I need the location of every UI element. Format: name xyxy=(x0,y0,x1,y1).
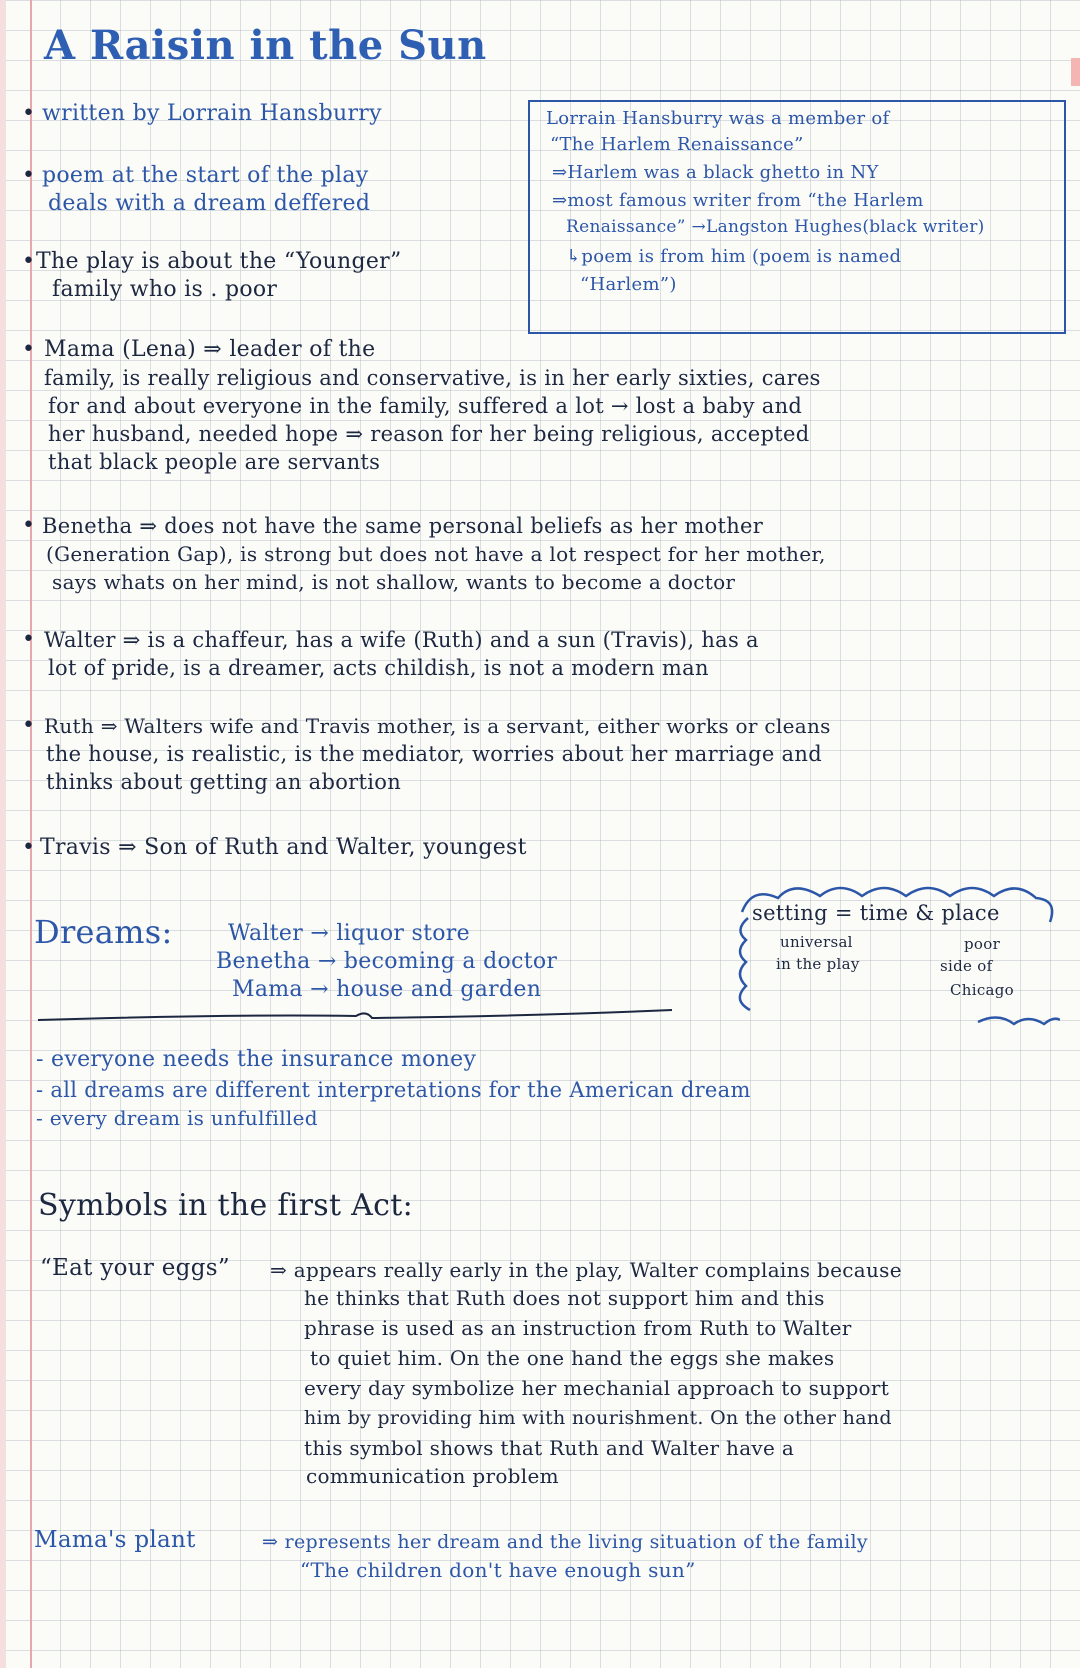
harlem-box-line: ↳poem is from him (poem is named xyxy=(566,246,902,267)
poem-note-2: deals with a dream deffered xyxy=(48,191,371,216)
bullet-dot: • xyxy=(22,249,36,274)
eggs-line: phrase is used as an instruction from Ruth to Walter xyxy=(304,1316,852,1340)
dream-walter: Walter → liquor store xyxy=(228,921,470,946)
bullet-dot: • xyxy=(22,337,36,362)
mama-line: family, is really religious and conservative, is in her early sixties, cares xyxy=(44,366,821,390)
beneatha-line: (Generation Gap), is strong but does not have a lot respect for her mother, xyxy=(46,542,826,566)
eggs-line: him by providing him with nourishment. On the other hand xyxy=(304,1407,892,1429)
plant-line: ⇒ represents her dream and the living situation of the family xyxy=(262,1531,868,1553)
left-edge xyxy=(0,0,6,1668)
poem-note-1: poem at the start of the play xyxy=(42,163,369,188)
bullet-dot: • xyxy=(22,835,36,860)
symbols-heading: Symbols in the first Act: xyxy=(38,1188,414,1223)
bullet-dot: • xyxy=(22,163,36,188)
dreams-underline xyxy=(36,1006,676,1026)
dream-beneatha: Benetha → becoming a doctor xyxy=(216,949,558,974)
walter-line: Walter ⇒ is a chaffeur, has a wife (Ruth) and a sun (Travis), has a xyxy=(44,628,759,652)
dream-note: - every dream is unfulfilled xyxy=(36,1106,318,1130)
walter-line: lot of pride, is a dreamer, acts childish, is not a modern man xyxy=(48,656,709,680)
harlem-box-line: “Harlem”) xyxy=(580,274,677,295)
plant-label: Mama's plant xyxy=(34,1527,196,1553)
dream-note: - everyone needs the insurance money xyxy=(36,1047,477,1072)
plant-line: “The children don't have enough sun” xyxy=(300,1558,696,1582)
harlem-box-line: Lorrain Hansburry was a member of xyxy=(546,108,890,129)
eggs-line: he thinks that Ruth does not support him and this xyxy=(304,1286,825,1310)
mama-line: for and about everyone in the family, suffered a lot → lost a baby and xyxy=(48,394,803,418)
dream-mama: Mama → house and garden xyxy=(232,977,542,1002)
bullet-dot: • xyxy=(22,513,36,538)
ruth-line: the house, is realistic, is the mediator, worries about her marriage and xyxy=(46,742,822,766)
eggs-line: communication problem xyxy=(306,1464,559,1488)
harlem-box-line: “The Harlem Renaissance” xyxy=(550,134,804,155)
setting-label: setting = time & place xyxy=(752,901,1000,925)
mama-line: that black people are servants xyxy=(48,450,381,474)
eggs-line: to quiet him. On the one hand the eggs she makes xyxy=(310,1346,835,1370)
author-note: written by Lorrain Hansburry xyxy=(42,101,382,126)
mama-line: her husband, needed hope ⇒ reason for her being religious, accepted xyxy=(48,422,810,446)
eggs-line: this symbol shows that Ruth and Walter have a xyxy=(304,1436,795,1460)
eggs-label: “Eat your eggs” xyxy=(40,1255,230,1281)
harlem-box-line: Renaissance” →Langston Hughes(black writer) xyxy=(566,217,985,237)
dream-note: - all dreams are different interpretations for the American dream xyxy=(36,1078,751,1102)
play-note-1: The play is about the “Younger” xyxy=(36,249,402,274)
harlem-box-line: ⇒most famous writer from “the Harlem xyxy=(552,190,924,211)
bullet-dot: • xyxy=(22,101,36,126)
setting-poor: Chicago xyxy=(950,981,1015,999)
setting-universal: universal xyxy=(780,933,853,951)
bullet-dot: • xyxy=(22,713,36,738)
harlem-box-line: ⇒Harlem was a black ghetto in NY xyxy=(552,162,879,183)
ruth-line: Ruth ⇒ Walters wife and Travis mother, is a servant, either works or cleans xyxy=(44,714,831,738)
dreams-heading: Dreams: xyxy=(34,913,173,951)
play-note-2: family who is . poor xyxy=(52,277,278,302)
eggs-line: every day symbolize her mechanial approach to support xyxy=(304,1376,890,1400)
page-title: A Raisin in the Sun xyxy=(44,22,487,69)
travis-line: Travis ⇒ Son of Ruth and Walter, youngest xyxy=(40,835,527,860)
setting-poor: side of xyxy=(940,957,993,975)
setting-poor: poor xyxy=(964,935,1001,953)
beneatha-line: Benetha ⇒ does not have the same personal beliefs as her mother xyxy=(42,514,764,538)
setting-universal: in the play xyxy=(776,955,860,973)
page-tab xyxy=(1071,58,1080,86)
beneatha-line: says whats on her mind, is not shallow, wants to become a doctor xyxy=(52,570,736,594)
mama-line: Mama (Lena) ⇒ leader of the xyxy=(44,337,376,362)
ruth-line: thinks about getting an abortion xyxy=(46,770,402,794)
eggs-line: ⇒ appears really early in the play, Walter complains because xyxy=(270,1258,902,1282)
bullet-dot: • xyxy=(22,627,36,652)
